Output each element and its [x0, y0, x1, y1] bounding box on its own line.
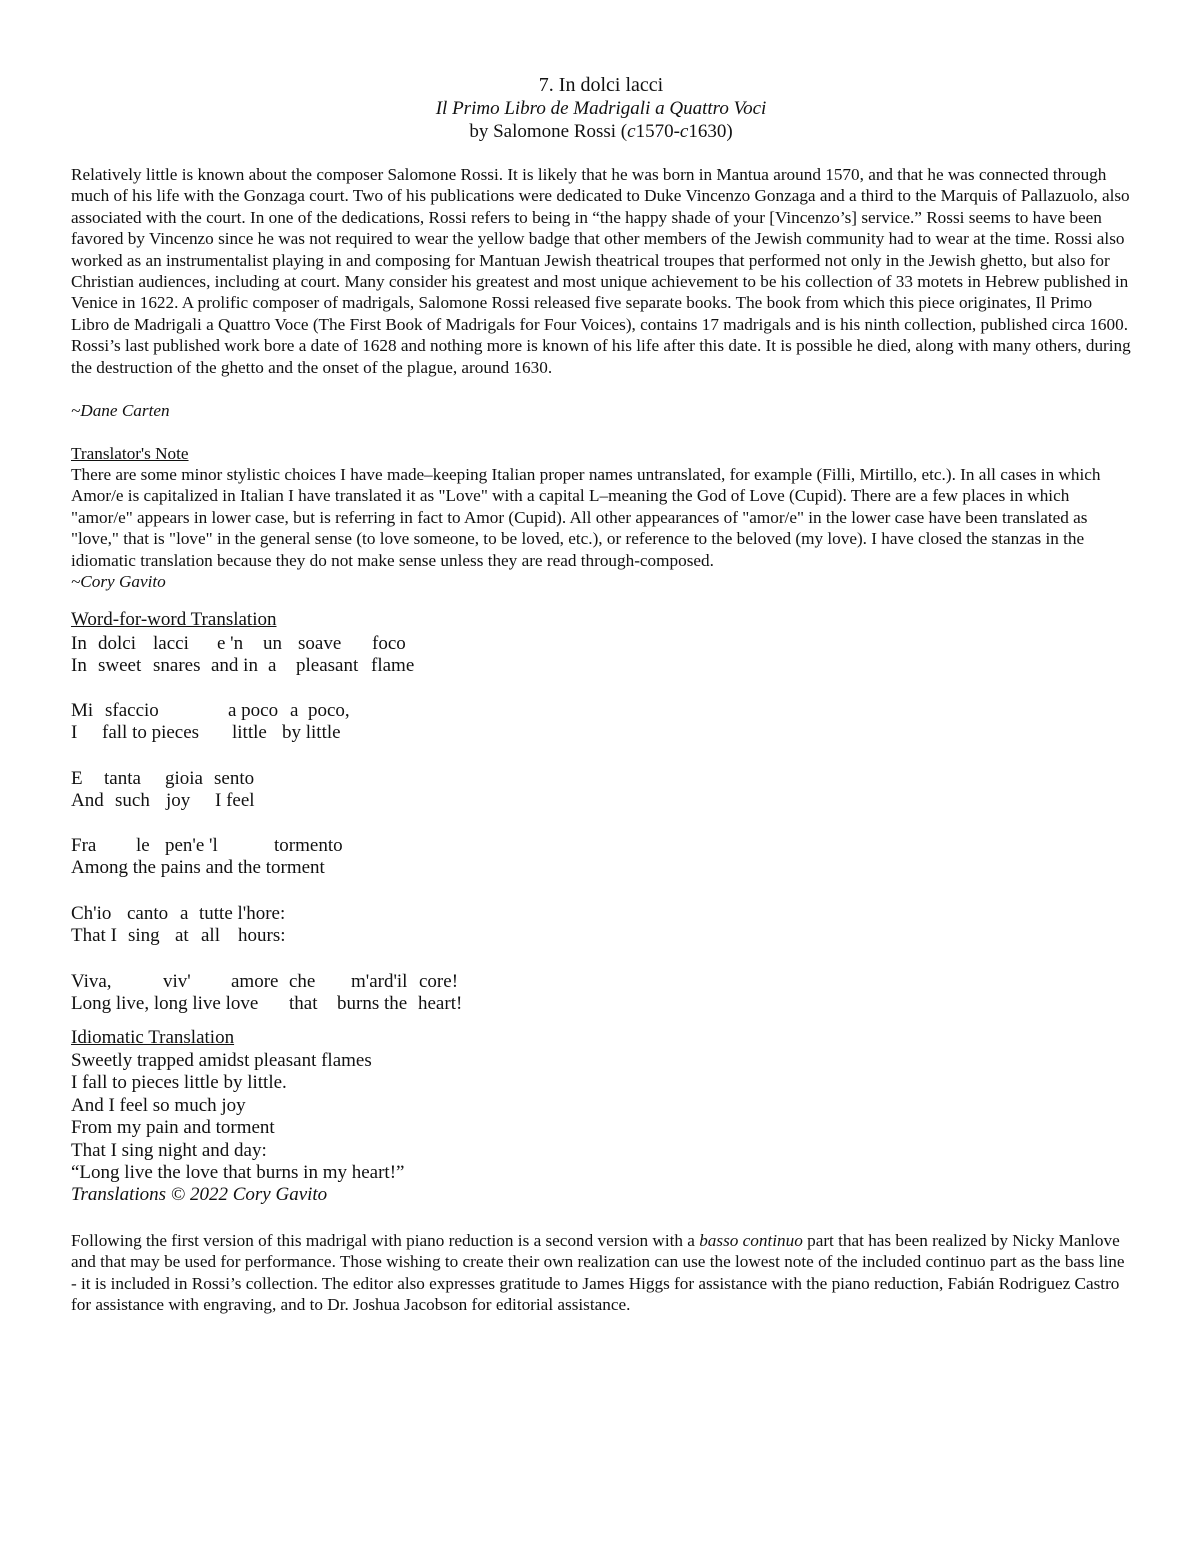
translator-note-heading: Translator's Note [71, 444, 189, 463]
italian-word: Mi [71, 700, 94, 721]
byline-prefix: by Salomone Rossi ( [469, 121, 628, 142]
idiomatic-line: Sweetly trapped amidst pleasant flames [71, 1050, 372, 1071]
italian-word: amore [231, 971, 279, 992]
italian-word: foco [372, 633, 406, 654]
idiomatic-translation-heading: Idiomatic Translation [71, 1027, 235, 1048]
english-word: little [232, 722, 267, 743]
english-word: pleasant [296, 655, 359, 676]
italian-word: tanta [104, 768, 141, 789]
italian-word: dolci [98, 633, 136, 654]
collection-title: Il Primo Libro de Madrigali a Quattro Voci [435, 98, 767, 119]
translator-note-signature: ~Cory Gavito [71, 572, 166, 591]
italian-word: sento [214, 768, 255, 789]
english-word: a [268, 655, 277, 676]
english-word: That I [71, 925, 117, 946]
closing-emphasis: basso continuo [699, 1231, 803, 1250]
byline-mid: 1570- [635, 121, 680, 142]
intro-signature: ~Dane Carten [71, 401, 170, 420]
english-word: Among the pains and the torment [71, 857, 325, 878]
idiomatic-line: That I sing night and day: [71, 1140, 267, 1161]
italian-word: tutte l'hore: [199, 903, 286, 924]
english-word: hours: [238, 925, 286, 946]
closing-text-after: part that has been realized by Nicky Manlove and that may be used for performance. Those wishing to create their own realization can use the lowest note of the included continuo part as the bass line - it is included in Rossi’s collection. The editor also expresses gratitude to James Higgs for assistance with the piano reduction, Fabián Rodriguez Castro for assistance with engraving, and to Dr. Joshua Jacobson for editorial assistance. [71, 1231, 1125, 1315]
english-word: snares [153, 655, 201, 676]
italian-word: le [136, 835, 150, 856]
english-word: I feel [215, 790, 255, 811]
italian-word: a [180, 903, 189, 924]
italian-word: e 'n [217, 633, 244, 654]
italian-word: canto [127, 903, 169, 924]
english-word: heart! [418, 993, 463, 1014]
byline-end: 1630) [688, 121, 733, 142]
italian-word: Fra [71, 835, 97, 856]
idiomatic-line: “Long live the love that burns in my heart!” [71, 1162, 405, 1183]
intro-paragraph: Relatively little is known about the composer Salomone Rossi. It is likely that he was born in Mantua around 1570, and that he was connected through much of his life with the Gonzaga court. Two of his publications were dedicated to Duke Vincenzo Gonzaga and a third to the Marquis of Pallazuolo, also associated with the court. In one of the dedications, Rossi refers to being in “the happy shade of your [Vincenzo’s] service.” Rossi seems to have been favored by Vincenzo since he was not required to wear the yellow badge that other members of the Jewish community had to wear at the time. Rossi also worked as an instrumentalist playing in and composing for Mantuan Jewish theatrical troupes that performed not only in the Jewish ghetto, but also for Christian audiences, including at court. Many consider his greatest and most unique achievement to be his collection of 33 motets in Hebrew published in Venice in 1622. A prolific composer of madrigals, Salomone Rossi released five separate books. The book from which this piece originates, Il Primo Libro de Madrigali a Quattro Voce (The First Book of Madrigals for Four Voices), contains 17 madrigals and is his ninth collection, published circa 1600. Rossi’s last published work bore a date of 1628 and nothing more is known of his life after this date. It is possible he died, along with many others, during the destruction of the ghetto and the onset of the plague, around 1630. [71, 165, 1131, 377]
english-word: that [289, 993, 318, 1014]
italian-word: pen'e 'l [165, 835, 218, 856]
english-word: I [71, 722, 78, 743]
italian-word: a poco [228, 700, 279, 721]
italian-word: Ch'io [71, 903, 112, 924]
english-word: In [71, 655, 87, 676]
english-word: And [71, 790, 104, 811]
english-word: and in [211, 655, 258, 676]
english-word: flame [371, 655, 415, 676]
byline-circa-1: c [627, 121, 636, 142]
idiomatic-line: I fall to pieces little by little. [71, 1072, 287, 1093]
italian-word: viv' [163, 971, 191, 992]
italian-word: un [263, 633, 282, 654]
english-word: such [115, 790, 150, 811]
english-word: all [201, 925, 220, 946]
english-word: sweet [98, 655, 142, 676]
italian-word: gioia [165, 768, 203, 789]
byline-circa-2: c [679, 121, 689, 142]
idiomatic-line: And I feel so much joy [71, 1095, 246, 1116]
english-word: by little [282, 722, 341, 743]
idiomatic-line: From my pain and torment [71, 1117, 275, 1138]
italian-word: sfaccio [105, 700, 159, 721]
closing-paragraph [71, 1230, 1133, 1316]
english-word: burns the [337, 993, 408, 1014]
word-for-word-heading: Word-for-word Translation [71, 609, 277, 630]
composer-byline [71, 121, 1131, 143]
english-word: joy [166, 790, 191, 811]
italian-word: In [71, 633, 87, 654]
english-word: sing [128, 925, 160, 946]
english-word: at [175, 925, 189, 946]
translator-note-paragraph: There are some minor stylistic choices I have made–keeping Italian proper names untranslated, for example (Filli, Mirtillo, etc.). In all cases in which Amor/e is capitalized in Italian I have translated it as "Love" with a capital L–meaning the God of Love (Cupid). There are a few places in which "amor/e" appears in lower case, but is referring in fact to Amor (Cupid). All other appearances of "amor/e" in the lower case have been translated as "love," that is "love" in the general sense (to love someone, to be loved, etc.), or reference to the beloved (my love). I have closed the stanzas in the idiomatic translation because they do not make sense unless they are read through-composed. [71, 465, 1101, 570]
italian-word: core! [419, 971, 459, 992]
italian-word: tormento [274, 835, 343, 856]
italian-word: Viva, [71, 971, 112, 992]
italian-word: m'ard'il [351, 971, 408, 992]
english-word: Long live, long live love [71, 993, 259, 1014]
italian-word: E [71, 768, 83, 789]
italian-word: che [289, 971, 316, 992]
translation-copyright: Translations © 2022 Cory Gavito [71, 1184, 328, 1205]
italian-word: lacci [153, 633, 189, 654]
closing-text-before: Following the first version of this madrigal with piano reduction is a second version with a [71, 1231, 700, 1250]
italian-word: soave [298, 633, 342, 654]
italian-word: a [290, 700, 299, 721]
english-word: fall to pieces [102, 722, 200, 743]
italian-word: poco, [308, 700, 350, 721]
piece-title: 7. In dolci lacci [538, 74, 664, 96]
